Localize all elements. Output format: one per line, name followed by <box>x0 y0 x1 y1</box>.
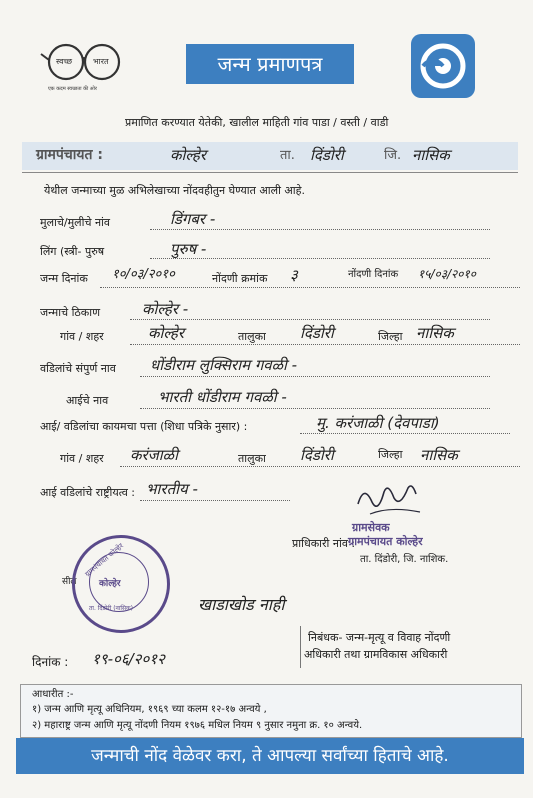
mother-dotline <box>140 407 490 409</box>
date-label: दिनांक : <box>32 655 69 669</box>
district2-value: नासिक <box>420 446 458 464</box>
mother-value: भारती धोंडीराम गवळी - <box>158 388 287 406</box>
taluka2-value: दिंडोरी <box>300 446 334 464</box>
district-value: नासिक <box>416 324 454 342</box>
nationality-dotline <box>140 499 290 501</box>
logo-word-2: भारत <box>93 57 109 66</box>
gp-district-value: नासिक <box>412 146 450 164</box>
village-dotline <box>130 343 520 345</box>
village2-value: करंजाळी <box>130 446 178 464</box>
taluka-value: दिंडोरी <box>300 324 334 342</box>
nationality-label: आई वडिलांचे राष्ट्रीयत्व : <box>40 486 136 499</box>
village2-dotline <box>120 465 520 467</box>
sex-dotline <box>150 257 490 259</box>
gp-underline <box>22 172 518 173</box>
gp-value: कोल्हेर <box>170 146 206 164</box>
taluka2-label: तालुका <box>238 452 266 465</box>
basis-item-2: २) महाराष्ट्र जन्म आणि मृत्यू नोंदणी नियम १९७६ मधिल नियम ९ नुसार नमुना क्र. १० अन्वये. <box>32 720 363 731</box>
gp-taluka-label: ता. <box>280 148 295 163</box>
birthplace-label: जन्माचे ठिकाण <box>40 306 101 319</box>
registrar-line2: अधिकारी तथा ग्रामविकास अधिकारी <box>304 648 448 661</box>
gram-panchayat-seal <box>72 535 170 633</box>
basis-item-1: १) जन्म आणि मृत्यू अधिनियम, १९६९ च्या कलम १२-१७ अन्वये , <box>32 704 267 715</box>
sex-value: पुरुष - <box>170 240 207 258</box>
birthplace-value: कोल्हेर - <box>142 300 189 318</box>
reg-date-value: १५/०३/२०१० <box>418 267 477 281</box>
village-value: कोल्हेर <box>148 324 184 342</box>
page-title: जन्म प्रमाणपत्र <box>186 44 354 84</box>
dob-dotline <box>100 286 520 288</box>
authority-stamp-line2: ग्रामपंचायत कोल्हेर <box>348 535 423 548</box>
entry-no-label: नोंदणी क्रमांक <box>212 272 268 285</box>
birthplace-dotline <box>130 318 490 320</box>
logo-word-1: स्वच्छ <box>56 57 73 66</box>
reg-date-label: नोंदणी दिनांक <box>348 269 399 280</box>
authority-stamp-line1: ग्रामसेवक <box>352 521 390 534</box>
address-dotline <box>300 432 510 434</box>
gp-taluka-value: दिंडोरी <box>310 146 344 164</box>
seal-bottom-text: ता. दिंडोरी (नासिक) <box>89 605 133 612</box>
name-dotline <box>150 228 490 230</box>
registrar-separator <box>300 626 301 668</box>
district-label: जिल्हा <box>378 330 403 343</box>
address-value: मु. करंजाळी (देवपाडा) <box>316 414 440 432</box>
village-label: गांव / शहर <box>60 330 104 343</box>
father-dotline <box>140 375 490 377</box>
mother-label: आईचे नाव <box>66 394 109 407</box>
swachh-bharat-logo <box>38 40 130 100</box>
village2-label: गांव / शहर <box>60 452 104 465</box>
authority-stamp-line3: ता. दिंडोरी, जि. नाशिक. <box>360 554 449 565</box>
entry-no-value: ३ <box>290 266 298 284</box>
address-label: आई/ वडिलांचा कायमचा पत्ता (शिधा पत्रिके नुसार) : <box>40 420 248 433</box>
authority-signature <box>350 474 430 524</box>
seal-center-text: कोल्हेर <box>99 579 121 589</box>
gp-label: ग्रामपंचायत : <box>36 147 103 163</box>
district2-label: जिल्हा <box>378 448 403 461</box>
seal-label: सील <box>62 577 77 587</box>
nationality-value: भारतीय - <box>146 480 198 498</box>
registrar-line1: निबंधक- जन्म-मृत्यू व विवाह नोंदणी <box>308 631 451 644</box>
intro-text: येथील जन्माच्या मुळ अभिलेखाच्या नोंदवहीतुन घेण्यात आली आहे. <box>44 184 306 197</box>
handwritten-note: खाडाखोड नाही <box>198 595 285 614</box>
health-logo-icon <box>411 34 475 98</box>
seal-ring-text: ग्रामपंचायत कोल्हेर <box>83 541 125 579</box>
logo-caption: एक कदम स्वच्छता की ओर <box>48 86 97 92</box>
taluka-label: तालुका <box>238 330 266 343</box>
father-value: धोंडीराम लुक्सिराम गवळी - <box>150 356 298 374</box>
footer-banner: जन्माची नोंद वेळेवर करा, ते आपल्या सर्वांच्या हिताचे आहे. <box>16 738 524 774</box>
gp-district-label: जि. <box>384 148 402 163</box>
dob-value: १०/०३/२०१० <box>112 267 175 282</box>
dob-label: जन्म दिनांक <box>40 272 88 285</box>
certificate-subtitle: प्रमाणित करण्यात येतेकी, खालील माहिती गांव पाडा / वस्ती / वाडी <box>125 116 389 129</box>
father-label: वडिलांचे संपुर्ण नाव <box>40 362 116 375</box>
right-emblem <box>411 34 475 98</box>
name-label: मुलाचे/मुलीचे नांव <box>40 216 111 229</box>
spectacles-icon <box>38 40 130 84</box>
date-value: १९-०६/२०१२ <box>92 650 165 668</box>
basis-heading: आधारीत :- <box>32 689 74 700</box>
name-value: डिंगबर - <box>170 210 216 228</box>
authority-label: प्राधिकारी नांव : <box>292 537 356 550</box>
sex-label: लिंग (स्त्री- पुरुष <box>40 245 105 258</box>
